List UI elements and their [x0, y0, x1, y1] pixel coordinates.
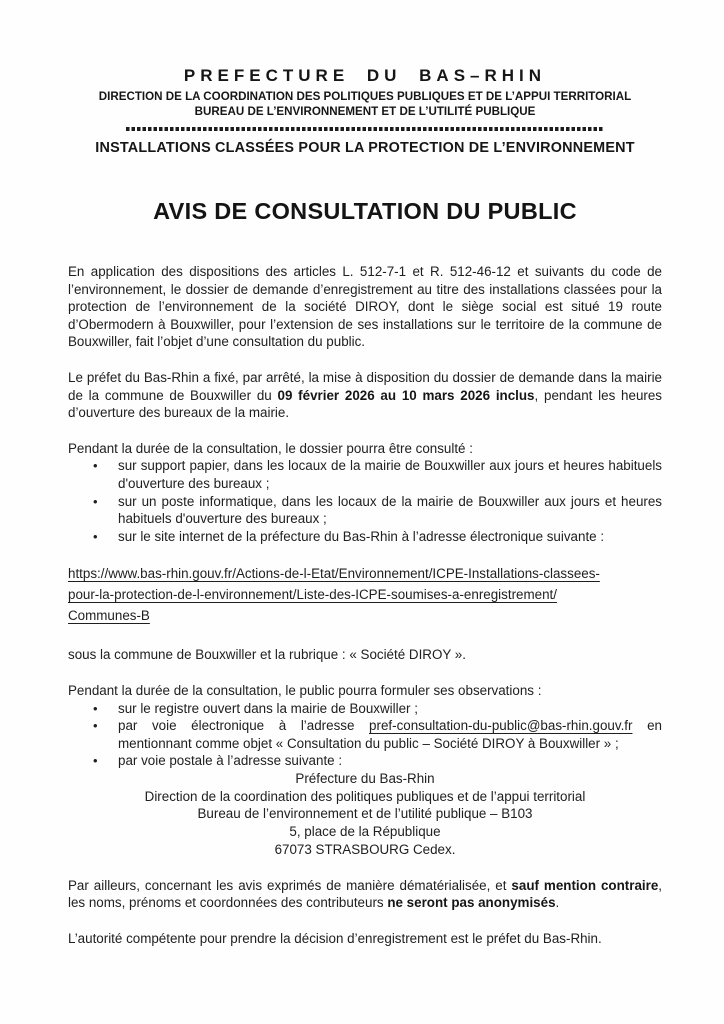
anonymisation-bold-2: ne seront pas anonymisés — [387, 895, 556, 911]
email-link[interactable]: pref-consultation-du-public@bas-rhin.gouv.fr — [369, 718, 633, 734]
consultation-intro: Pendant la durée de la consultation, le dossier pourra être consulté : — [68, 440, 473, 456]
consultation-item-paper: sur support papier, dans les locaux de la mairie de Bouxwiller aux jours et heures habituels d'ouverture des bureaux ; — [118, 458, 662, 491]
consultation-item-computer: sur un poste informatique, dans les locaux de la mairie de Bouxwiller aux jours et heures habituels d'ouverture des bureaux ; — [118, 493, 662, 527]
anonymisation-post: . — [555, 895, 560, 911]
address-line: 5, place de la République — [289, 824, 441, 840]
address-line: Direction de la coordination des politiques publiques et de l’appui territorial — [144, 788, 586, 804]
observations-intro: Pendant la durée de la consultation, le public pourra formuler ses observations : — [68, 682, 542, 698]
url-line[interactable]: pour-la-protection-de-l-environnement/Liste-des-ICPE-soumises-a-enregistrement/ — [68, 587, 557, 603]
bullet-icon: • — [93, 528, 98, 544]
letterhead — [68, 66, 662, 156]
bullet-icon: • — [93, 493, 98, 509]
address-line: Bureau de l’environnement et de l’utilité publique – B103 — [197, 806, 533, 822]
list-item — [68, 700, 662, 718]
anonymisation-pre: Par ailleurs, concernant les avis exprimés de manière dématérialisée, et — [68, 877, 512, 893]
consultation-item-website: sur le site internet de la préfecture du Bas-Rhin à l’adresse électronique suivante : — [118, 528, 605, 544]
address-line: 67073 STRASBOURG Cedex. — [274, 842, 456, 858]
bullet-icon: • — [93, 700, 98, 716]
address-line: Préfecture du Bas-Rhin — [295, 770, 435, 786]
direction-line: DIRECTION DE LA COORDINATION DES POLITIQUES PUBLIQUES ET DE L’APPUI TERRITORIAL — [98, 90, 632, 103]
consultation-url[interactable] — [68, 563, 662, 626]
decree-text-post: , pendant les heures d’ouverture des bureaux de la mairie. — [68, 387, 662, 421]
list-item — [68, 457, 662, 492]
anonymisation-paragraph — [68, 877, 662, 912]
decree-text-pre: Le préfet du Bas-Rhin a fixé, par arrêté, la mise à disposition du dossier de demande dans la mairie de la commune de Bouxwiller du — [68, 369, 662, 403]
observations-item-register: sur le registre ouvert dans la mairie de Bouxwiller ; — [118, 700, 418, 716]
dashed-divider — [126, 127, 604, 131]
document-title: AVIS DE CONSULTATION DU PUBLIC — [153, 198, 577, 224]
list-item — [68, 528, 662, 546]
bullet-icon: • — [93, 458, 98, 474]
url-line[interactable]: Communes-B — [68, 608, 150, 624]
authority-paragraph: L’autorité compétente pour prendre la décision d’enregistrement est le préfet du Bas-Rhin. — [68, 931, 602, 947]
intro-paragraph: En application des dispositions des articles L. 512-7-1 et R. 512-46-12 et suivants du code de l’environnement, le dossier de demande d’enregistrement au titre des installations classées pour la protection de l’environnement de la société DIROY, dont le siège social est situé 19 route d’Obermodern à Bouxwiller, pour l’extension de ses installations sur le territoire de la commune de Bouxwiller, fait l’objet d’une consultation du public. — [68, 264, 662, 350]
prefecture-name: PREFECTURE DU BAS–RHIN — [183, 66, 547, 85]
section-heading: INSTALLATIONS CLASSÉES POUR LA PROTECTION DE L’ENVIRONNEMENT — [95, 140, 635, 156]
consultation-dates: 09 février 2026 au 10 mars 2026 inclus — [277, 387, 535, 403]
bullet-icon: • — [93, 718, 98, 734]
url-line[interactable]: https://www.bas-rhin.gouv.fr/Actions-de-l-Etat/Environnement/ICPE-Installations-classees- — [68, 566, 600, 582]
observations-list — [68, 700, 662, 770]
decree-paragraph — [68, 369, 662, 422]
postal-address — [68, 770, 662, 859]
consultation-list — [68, 457, 662, 545]
url-note: sous la commune de Bouxwiller et la rubrique : « Société DIROY ». — [68, 647, 466, 663]
observations-item-email-post: en mentionnant comme objet « Consultation du public – Société DIROY à Bouxwiller » ; — [118, 718, 662, 751]
bullet-icon: • — [93, 753, 98, 769]
list-item — [68, 752, 662, 770]
anonymisation-bold-1: sauf mention contraire — [511, 877, 659, 893]
list-item — [68, 717, 662, 752]
observations-item-email-pre: par voie électronique à l’adresse — [118, 718, 370, 734]
list-item — [68, 493, 662, 528]
anonymisation-mid: , les noms, prénoms et coordonnées des contributeurs — [68, 877, 662, 911]
bureau-line: BUREAU DE L’ENVIRONNEMENT ET DE L’UTILITÉ PUBLIQUE — [194, 105, 536, 118]
observations-item-postal: par voie postale à l’adresse suivante : — [118, 753, 343, 769]
